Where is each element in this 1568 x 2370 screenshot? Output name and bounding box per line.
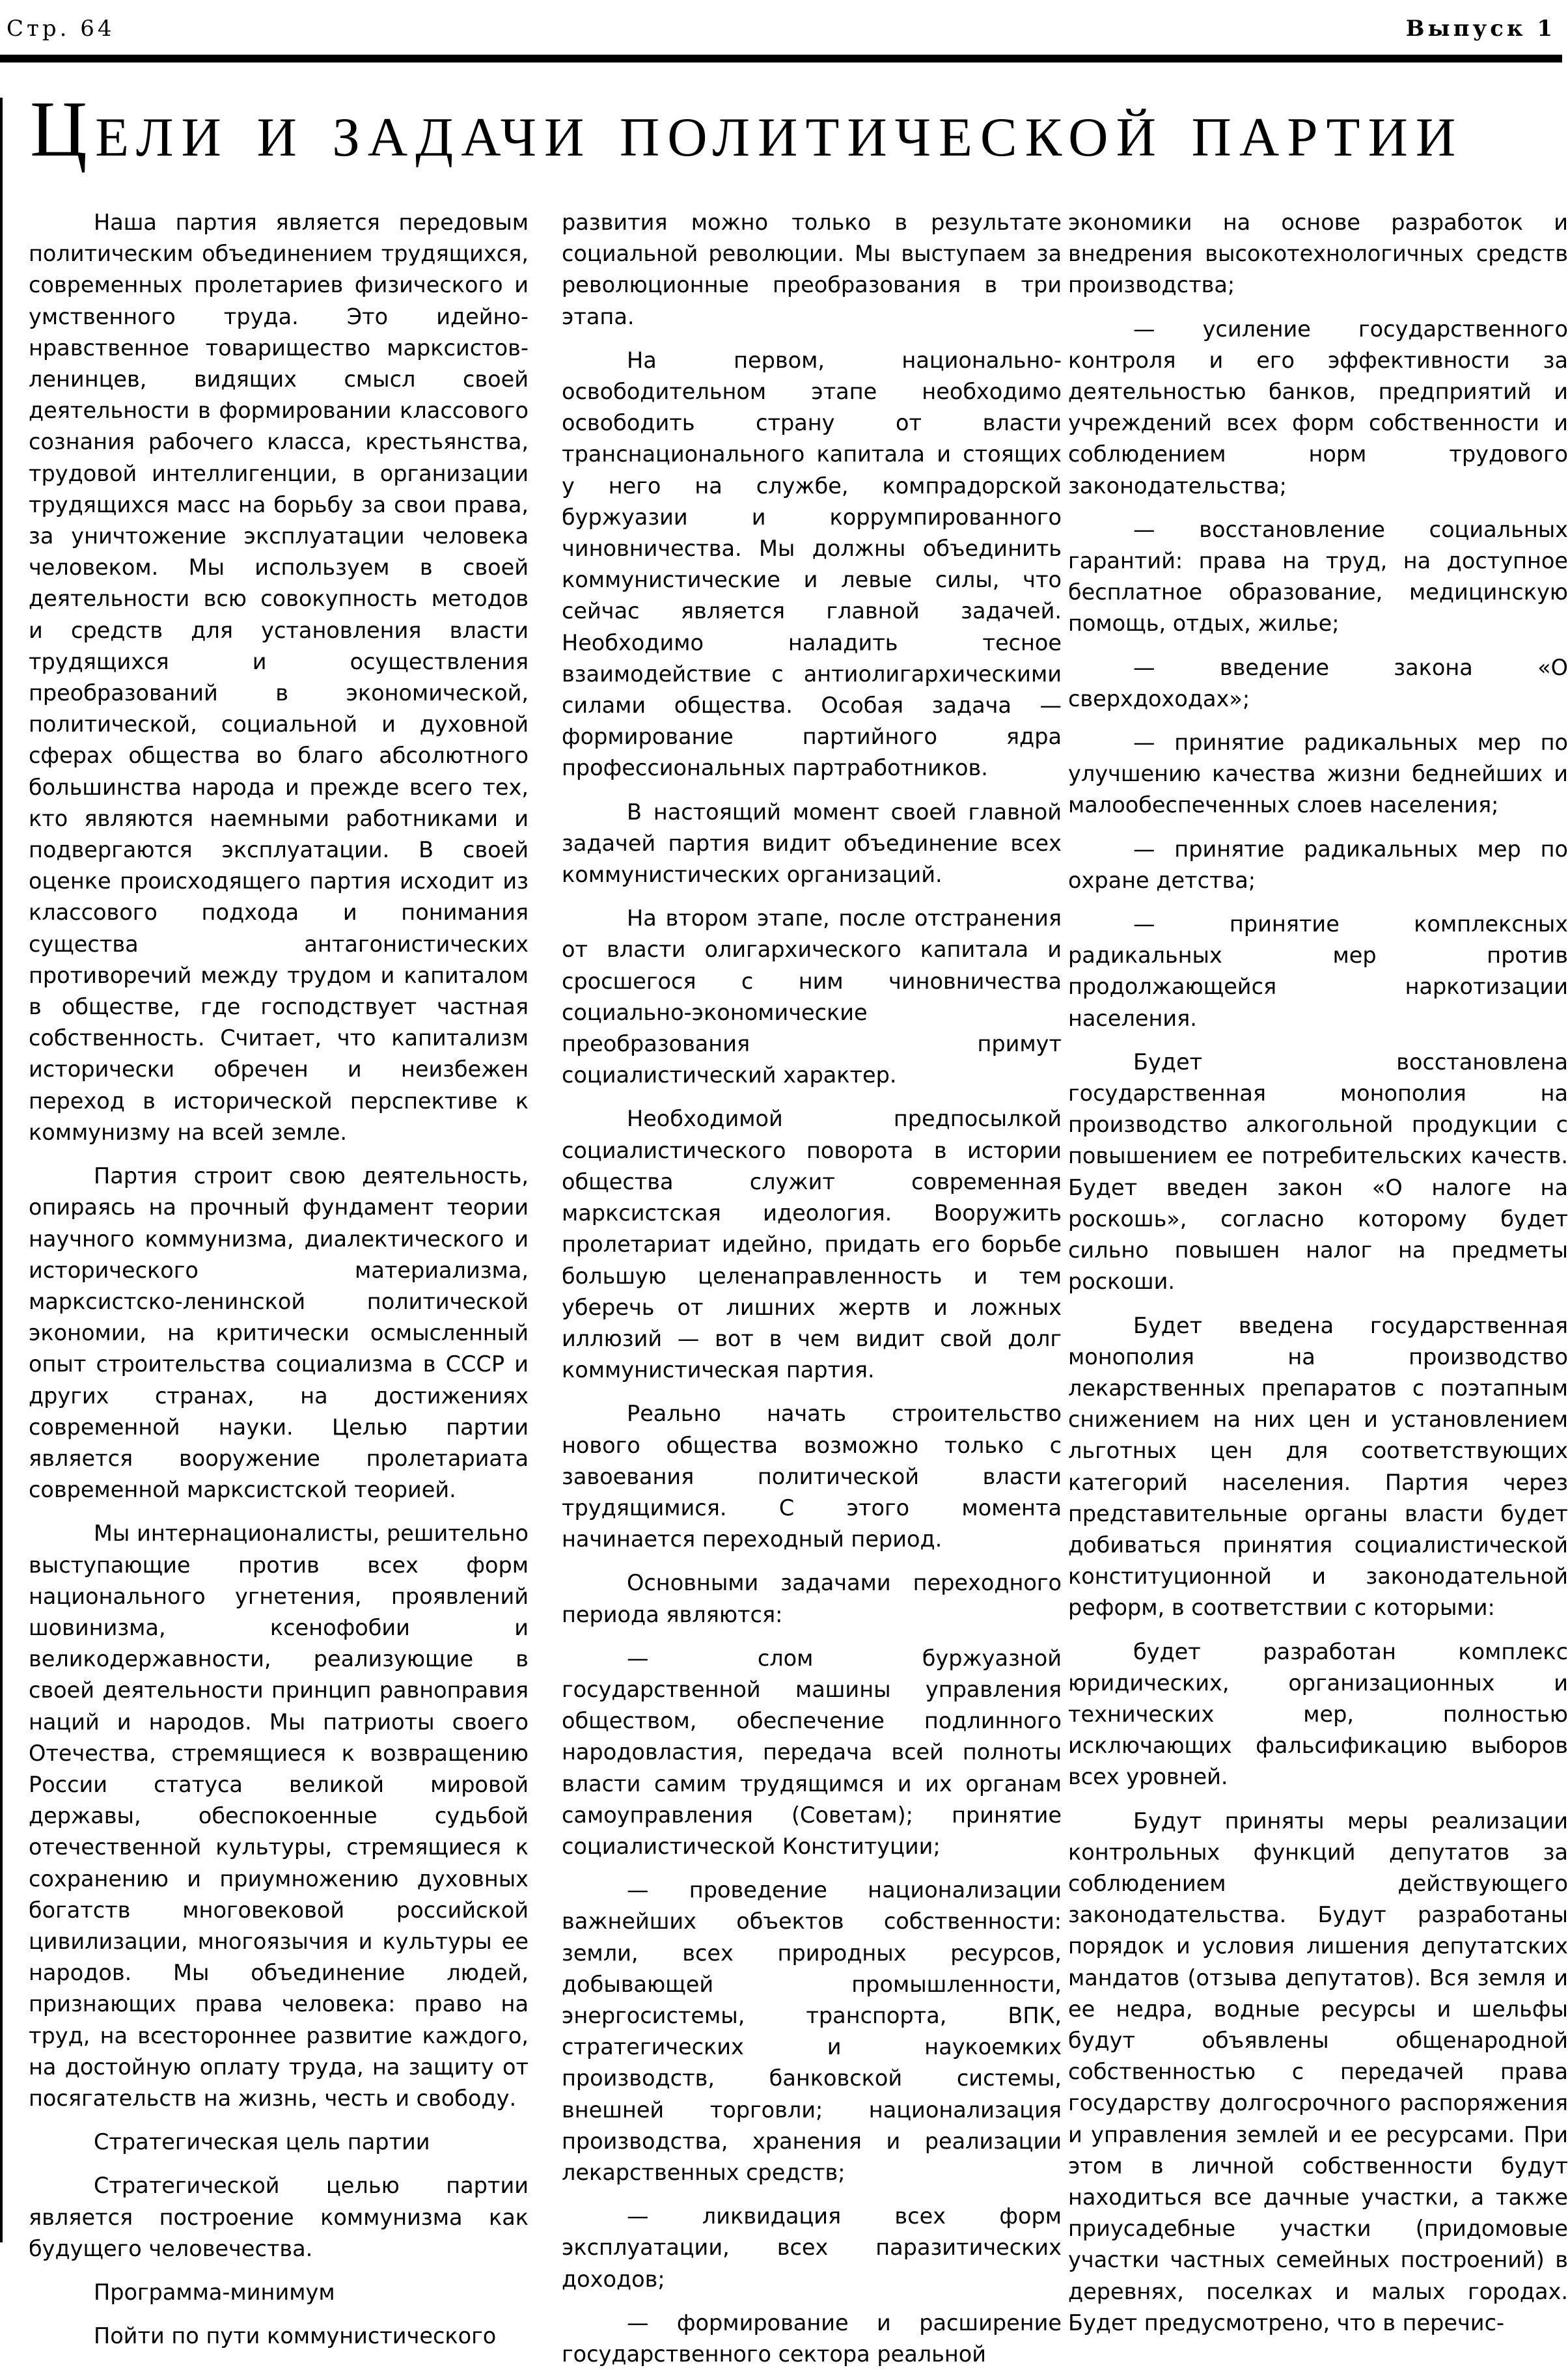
paragraph: Мы интернационалисты, решительно выступающие против всех форм национального угнетения, проявлений шовинизма, ксенофобии и великодержавности, реализующие в своей деятельности принцип равноправия наций и народов. Мы патриоты своего Отечества, стремящиеся к возвращению России статуса великой мировой державы, обеспокоенные судьбой отечественной культуры, стремящиеся к сохранению и приумножению духовных богатств многовековой российской цивилизации, многоязычия и культуры ее народов. Мы объединение людей, признающих права человека: право на труд, на всестороннее развитие каждого, на достойную оплату труда, на защиту от посягательств на жизнь, честь и свободу. [29,1521,529,2111]
header-rule [0,55,1562,62]
paragraph: развития можно только в результате социальной революции. Мы выступаем за революционные преобразования в три этапа. [562,210,1062,329]
issue-number: Выпуск 1 [1405,16,1556,42]
text-column-3 [1068,207,1568,2336]
section-heading: Программа-минимум [94,2280,335,2305]
list-item: — восстановление социальных гарантий: права на труд, на доступное бесплатное образование, медицинскую помощь, отдых, жилье; [1068,516,1568,637]
paragraph: Основными задачами переходного периода являются: [562,1570,1062,1627]
list-item: — формирование и расширение государственного сектора реальной [562,2309,1062,2367]
list-item: — слом буржуазной государственной машины управления обществом, обеспечение подлинного народовластия, передача всей полноты власти самим трудящимся и их органам самоуправления (Советам); принятие социалистической Конституции; [562,1645,1062,1859]
left-border-line [0,98,3,2242]
paragraph: На первом, национально-освободительном этапе необходимо освободить страну от власти транснационального капитала и стоящих у него на службе, компрадорской буржуазии и коррумпированного чиновничества. Мы должны объединить коммунистические и левые силы, что сейчас является главной задачей. Необходимо наладить тесное взаимодействие с антиолигархическими силами общества. Особая задача — формирование партийного ядра профессиональных партработников. [562,347,1062,781]
paragraph: экономики на основе разработок и внедрения высокотехнологичных средств производства; [1068,210,1568,298]
section-heading: Стратегическая цель партии [94,2129,430,2155]
paragraph: На втором этапе, после отстранения от власти олигархического капитала и сросшегося с ним чиновничества социально-экономические преобразования примут социалистический характер. [562,905,1062,1088]
text-column-1 [29,207,529,2349]
paragraph: В настоящий момент своей главной задачей партия видит объединение всех коммунистических организаций. [562,799,1062,888]
list-item: — введение закона «О сверхдоходах»; [1068,654,1568,711]
paragraph: Партия строит свою деятельность, опираясь на прочный фундамент теории научного коммунизма, диалектического и исторического материализма, марксистско-ленинской политической экономии, на критически осмысленный опыт строительства социализма в СССР и других странах, на достижениях современной науки. Целью партии является вооружение пролетариата современной марксистской теорией. [29,1163,529,1503]
paragraph: Наша партия является передовым политическим объединением трудящихся, современных пролетариев физического и умственного труда. Это идейно-нравственное товарищество марксистов-ленинцев, видящих смысл своей деятельности в формировании классового сознания рабочего класса, крестьянства, трудовой интеллигенции, в организации трудящихся масс на борьбу за свои права, за уничтожение эксплуатации человека человеком. Мы используем в своей деятельности всю совокупность методов и средств для установления власти трудящихся и осуществления преобразований в экономической, политической, социальной и духовной сферах общества во благо абсолютного большинства народа и прежде всего тех, кто являются наемными работниками и подвергаются эксплуатации. В своей оценке происходящего партия исходит из классового подхода и понимания существа антагонистических противоречий между трудом и капиталом в обществе, где господствует частная собственность. Считает, что капитализм исторически обречен и неизбежен переход в исторической перспективе к коммунизму на всей земле. [29,210,529,1145]
paragraph: Стратегической целью партии является построение коммунизма как будущего человечества. [29,2173,529,2261]
list-item: — ликвидация всех форм эксплуатации, всех паразитических доходов; [562,2203,1062,2292]
list-item: — принятие радикальных мер по охране детства; [1068,836,1568,893]
text-column-2 [562,207,1062,2367]
paragraph: Будет восстановлена государственная монополия на производство алкогольной продукции с повышением ее потребительских качеств. Будет введен закон «О налоге на роскошь», согласно которому будет сильно повышен налог на предметы роскоши. [1068,1049,1568,1295]
page-number: Стр. 64 [7,16,115,42]
paragraph: Будут приняты меры реализации контрольных функций депутатов за соблюдением действующего законодательства. Будут разработаны порядок и условия лишения депутатских мандатов (отзыва депутатов). Вся земля и ее недра, водные ресурсы и шельфы будут объявлены общенародной собственностью с передачей права государству долгосрочного распоряжения и управления землей и ее ресурсами. При этом в личной собственности будут находиться все дачные участки, а также приусадебные участки (придомовые участки частных семейных построений) в деревнях, поселках и малых городах. Будет предусмотрено, что в перечис- [1068,1808,1568,2336]
paragraph: Пойти по пути коммунистического [94,2323,497,2349]
list-item: — принятие комплексных радикальных мер против продолжающейся наркотизации населения. [1068,911,1568,1031]
paragraph: Будет введена государственная монополия на производство лекарственных препаратов с поэтапным снижением на них цен и установлением льготных цен для соответствующих категорий населения. Партия через представительные органы власти будет добиваться принятия социалистической конституционной и законодательной реформ, в соответствии с которыми: [1068,1312,1568,1621]
paragraph: Необходимой предпосылкой социалистического поворота в истории общества служит современная марксистская идеология. Вооружить пролетариат идейно, придать его борьбе большую целенаправленность и тем уберечь от лишних жертв и ложных иллюзий — вот в чем видит свой долг коммунистическая партия. [562,1106,1062,1383]
article-title: Цели и задачи политической партии [30,85,1464,173]
list-item: — проведение национализации важнейших объектов собственности: земли, всех природных ресурсов, добывающей промышленности, энергосистемы, транспорта, ВПК, стратегических и наукоемких производств, банковской системы, внешней торговли; национализация производства, хранения и реализации лекарственных средств; [562,1877,1062,2185]
paragraph: Реально начать строительство нового общества возможно только с завоевания политической власти трудящимися. С этого момента начинается переходный период. [562,1401,1062,1552]
paragraph: будет разработан комплекс юридических, организационных и технических мер, полностью исключающих фальсификацию выборов всех уровней. [1068,1638,1568,1790]
list-item: — усиление государственного контроля и его эффективности за деятельностью банков, предприятий и учреждений всех форм собственности и соблюдением норм трудового законодательства; [1068,316,1568,499]
list-item: — принятие радикальных мер по улучшению качества жизни беднейших и малообеспеченных слоев населения; [1068,730,1568,818]
